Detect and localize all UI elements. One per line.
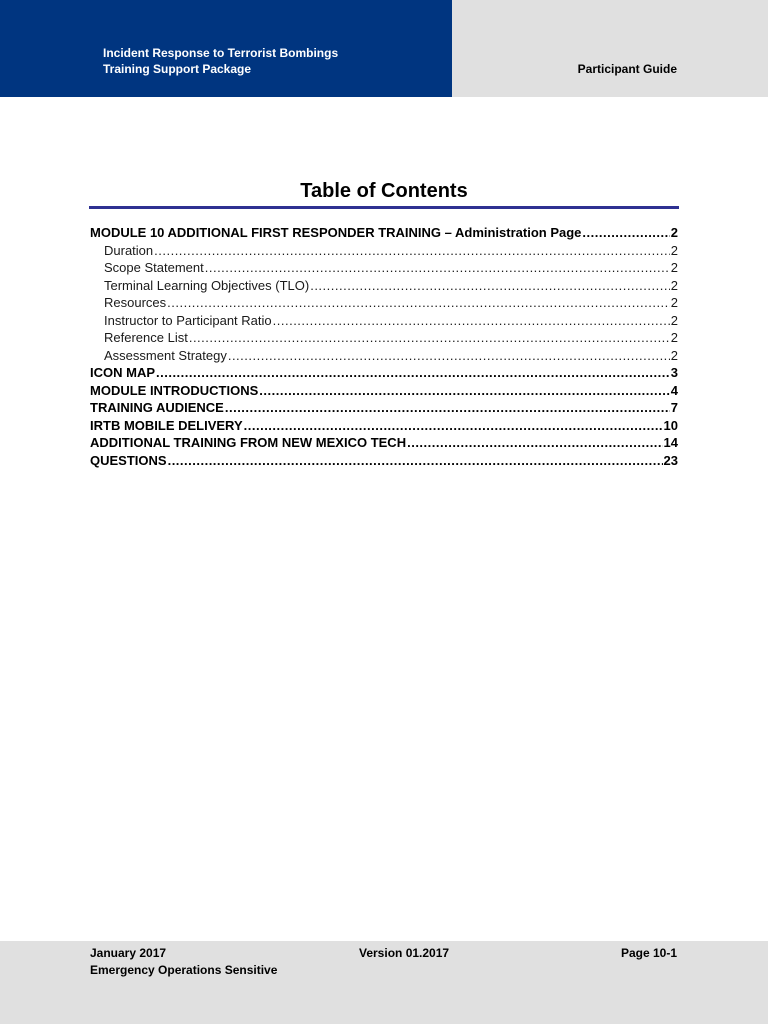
toc-entry[interactable] [90, 417, 678, 435]
toc-entry-page: 2 [670, 330, 678, 345]
header-title-block [0, 0, 452, 97]
toc-dot-leader [154, 242, 670, 260]
toc-dot-leader [189, 329, 670, 347]
toc-entry-page: 2 [670, 242, 678, 258]
toc-entry[interactable] [90, 434, 678, 452]
toc-entry-page: 3 [670, 365, 678, 380]
toc-entry-label: MODULE INTRODUCTIONS [90, 382, 259, 398]
footer-date: January 2017 [90, 946, 167, 960]
footer-page-number: Page 10-1 [620, 946, 677, 960]
toc-dot-leader [273, 312, 670, 330]
toc-entry-page: 2 [670, 347, 678, 363]
toc-dot-leader [228, 347, 670, 365]
toc-entry-label: Terminal Learning Objectives (TLO) [104, 277, 310, 293]
page-header [0, 0, 768, 97]
toc-entry[interactable] [90, 382, 678, 400]
header-document-type: Participant Guide [577, 62, 677, 76]
toc-entry-page: 10 [663, 417, 678, 433]
toc-dot-leader [205, 259, 670, 277]
toc-entry-label: Instructor to Participant Ratio [104, 312, 272, 328]
toc-entry-label: IRTB MOBILE DELIVERY [90, 417, 243, 433]
toc-entry[interactable] [90, 294, 678, 312]
toc-entry-page: 2 [670, 260, 678, 275]
toc-dot-leader [168, 452, 663, 470]
toc-entry[interactable] [90, 364, 678, 382]
toc-entry-label: ICON MAP [90, 365, 155, 380]
toc-entry[interactable] [90, 329, 678, 347]
toc-entry[interactable] [90, 347, 678, 365]
toc-entry-page: 2 [670, 277, 678, 293]
toc-entry-label: Reference List [104, 330, 188, 345]
toc-entry-label: Resources [104, 295, 167, 310]
header-title-line1: Incident Response to Terrorist Bombings [103, 46, 339, 60]
toc-title-rule [89, 206, 679, 209]
toc-entry-page: 23 [663, 452, 678, 468]
toc-dot-leader [582, 224, 669, 242]
toc-entry[interactable] [90, 452, 678, 470]
toc-dot-leader [259, 382, 669, 400]
toc-dot-leader [407, 434, 662, 452]
toc-dot-leader [244, 417, 663, 435]
toc-dot-leader [225, 399, 670, 417]
footer-version: Version 01.2017 [359, 946, 450, 960]
toc-dot-leader [156, 364, 670, 382]
toc-entry[interactable] [90, 242, 678, 260]
toc-entry-page: 2 [670, 312, 678, 328]
toc-entry-page: 14 [663, 435, 678, 450]
toc-title: Table of Contents [300, 180, 468, 202]
toc-entry-label: MODULE 10 ADDITIONAL FIRST RESPONDER TRAINING – Administration Page [90, 225, 582, 240]
footer-sensitivity: Emergency Operations Sensitive [90, 963, 278, 977]
toc-dot-leader [167, 294, 670, 312]
toc-entry-label: TRAINING AUDIENCE [90, 400, 224, 415]
table-of-contents [90, 224, 678, 469]
toc-entry-label: ADDITIONAL TRAINING FROM NEW MEXICO TECH [90, 435, 407, 450]
toc-entry-label: Assessment Strategy [104, 347, 227, 363]
toc-entry-page: 4 [670, 382, 678, 398]
toc-entry-label: Scope Statement [104, 260, 204, 275]
header-title-line2: Training Support Package [103, 62, 252, 76]
page-footer [0, 941, 768, 1024]
toc-entry[interactable] [90, 224, 678, 242]
toc-entry-page: 2 [670, 295, 678, 310]
toc-entry-page: 7 [670, 400, 678, 415]
toc-entry-page: 2 [670, 225, 678, 240]
toc-entry[interactable] [90, 312, 678, 330]
toc-dot-leader [310, 277, 670, 295]
toc-entry-label: Duration [104, 242, 154, 258]
toc-entry[interactable] [90, 277, 678, 295]
toc-entry-label: QUESTIONS [90, 452, 167, 468]
toc-entry[interactable] [90, 259, 678, 277]
toc-entry[interactable] [90, 399, 678, 417]
